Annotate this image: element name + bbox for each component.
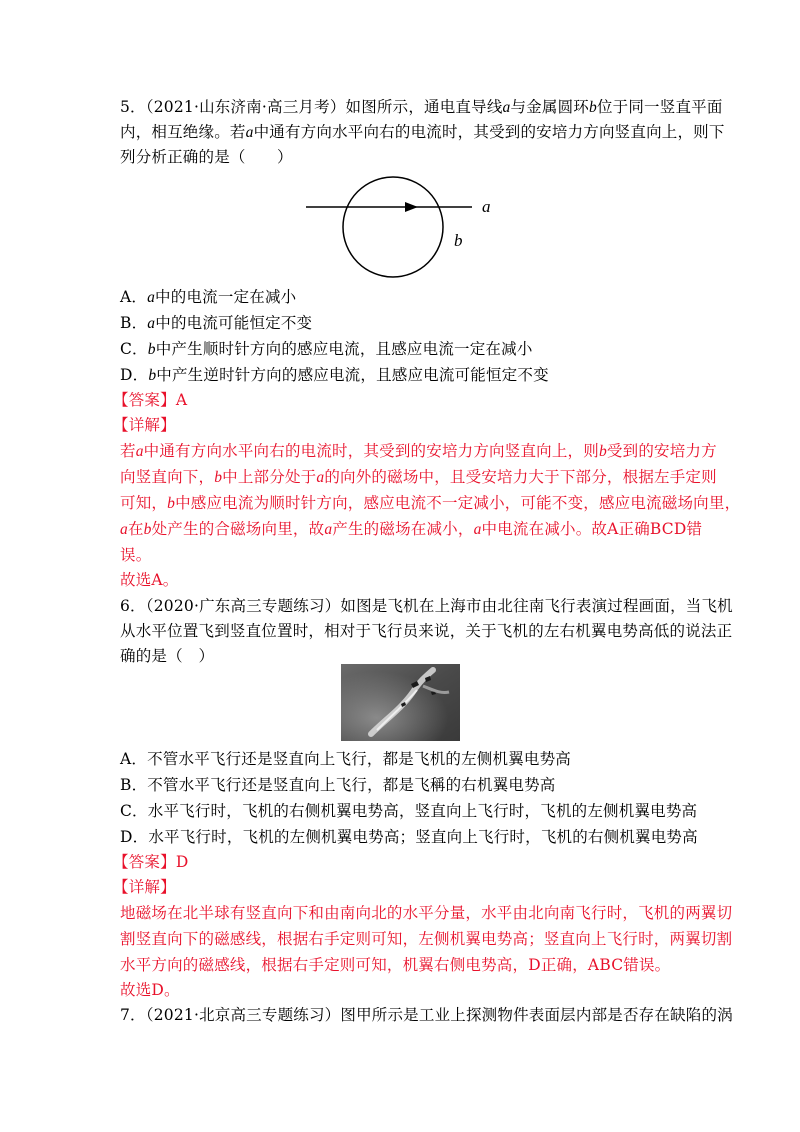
- q6-detail-tag: 【详解】: [113, 878, 176, 896]
- q5-detail-tag: 【详解】: [113, 416, 176, 434]
- q6-detail-line-1: 地磁场在北半球有竖直向下和由南向北的水平分量，水平由北向南飞行时，飞机的两翼切: [120, 904, 733, 922]
- q6-option-d: D．水平飞行时，飞机的左侧机翼电势高；竖直向上飞行时，飞机的右侧机翼电势高: [120, 828, 698, 846]
- q5-stem-line-3: 列分析正确的是（ ）: [120, 148, 293, 166]
- q5-detail-line-1: 若a中通有方向水平向右的电流时，其受到的安培力方向竖直向上，则b受到的安培力方: [120, 442, 717, 460]
- answer-value: A: [175, 391, 188, 409]
- answer-tag: 【答案】: [113, 391, 176, 409]
- q6-option-a: A．不管水平飞行还是竖直向上飞行，都是飞机的左侧机翼电势高: [120, 750, 571, 768]
- q6-detail-line-3: 水平方向的磁感线，根据右手定则可知，机翼右侧电势高，D正确，ABC错误。: [120, 956, 671, 974]
- q5-detail-line-3: 可知，b中感应电流为顺时针方向，感应电流不一定减小，可能不变，感应电流磁场向里，: [120, 494, 741, 512]
- q6-conclusion: 故选D。: [120, 981, 180, 999]
- airplane-show-photo: [341, 664, 460, 741]
- metal-ring-b: [343, 177, 443, 277]
- q6-stem-line-3: 确的是（ ）: [120, 647, 215, 665]
- ring-label-b: b: [454, 231, 463, 250]
- q6-option-c: C．水平飞行时，飞机的右侧机翼电势高，竖直向上飞行时，飞机的左侧机翼电势高: [120, 802, 698, 820]
- wire-label-a: a: [482, 197, 491, 216]
- q5-option-d: D．b中产生逆时针方向的感应电流，且感应电流可能恒定不变: [120, 366, 549, 384]
- q5-detail-line-2: 向竖直向下，b中上部分处于a的向外的磁场中，且受安培力大于下部分，根据左手定则: [120, 468, 717, 486]
- q5-detail-line-5: 误。: [120, 546, 152, 564]
- q6-option-b: B．不管水平飞行还是竖直向上飞行，都是飞稱的右机翼电势高: [120, 776, 556, 794]
- q5-answer: [113, 390, 673, 410]
- answer-value: D: [175, 853, 189, 871]
- q5-option-c: C．b中产生顺时针方向的感应电流，且感应电流一定在减小: [120, 340, 533, 358]
- current-arrow-icon: [405, 202, 418, 212]
- q6-stem-line-1: 6．（2020·广东高三专题练习）如图是飞机在上海市由北往南飞行表演过程画面，当飞机: [120, 597, 733, 615]
- q5-stem-line-2: 内，相互绝缘。若a中通有方向水平向右的电流时，其受到的安培力方向竖直向上，则下: [120, 123, 725, 141]
- q6-stem-line-2: 从水平位置飞到竖直位置时，相对于飞行员来说，关于飞机的左右机翼电势高低的说法正: [120, 622, 733, 640]
- q6-detail-line-2: 割竖直向下的磁感线，根据右手定则可知，左侧机翼电势高；竖直向上飞行时，两翼切割: [120, 930, 733, 948]
- q5-detail-line-4: a在b处产生的合磁场向里，故a产生的磁场在减小，a中电流在减小。故A正确BCD错: [120, 520, 703, 538]
- q5-option-a: A．a中的电流一定在减小: [120, 288, 297, 306]
- q7-stem-line-1: 7．（2021·北京高三专题练习）图甲所示是工业上探测物件表面层内部是否存在缺陷的涡: [120, 1006, 733, 1024]
- q5-stem-line-1: 5．（2021·山东济南·高三月考）如图所示，通电直导线a与金属圆环b位于同一竖直平面: [120, 98, 723, 116]
- q5-option-b: B．a中的电流可能恒定不变: [120, 314, 313, 332]
- wire-ring-figure: [300, 172, 510, 284]
- q5-conclusion: 故选A。: [120, 571, 179, 589]
- q6-answer: [113, 852, 673, 872]
- answer-tag: 【答案】: [113, 853, 176, 871]
